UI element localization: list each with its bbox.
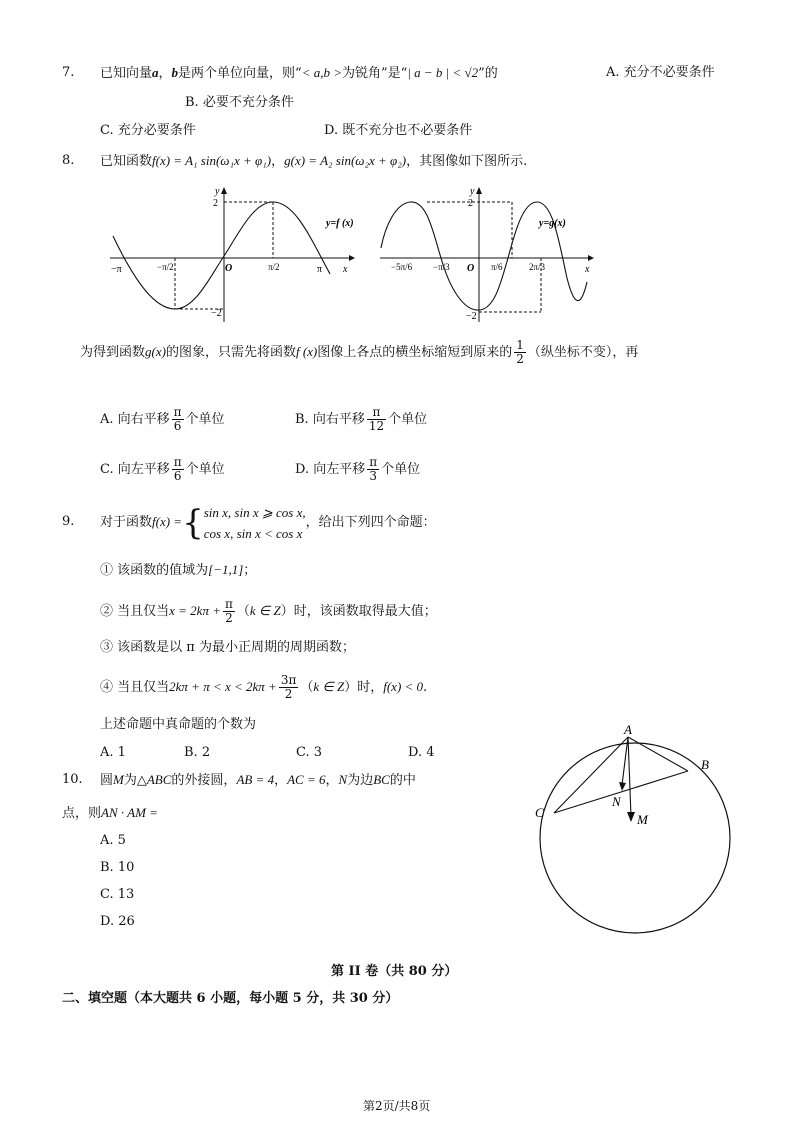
q8-line2-d: （纵坐标不变），再	[527, 345, 639, 360]
q8-optc-num: π	[173, 455, 182, 469]
point-b-label: B	[701, 757, 709, 772]
q10-stem-d: 为边	[347, 773, 374, 788]
q9-prop1	[100, 561, 256, 580]
q8-gdef: g(x) = A₂ sin(ω₂x + φ₂)	[284, 153, 407, 168]
q9-p2-c: （	[236, 604, 250, 619]
q8-optc-post: 个单位	[185, 462, 225, 477]
q7-sep: ，	[158, 66, 172, 81]
q8-optd-den: 3	[369, 469, 377, 483]
q8-opta-post: 个单位	[185, 412, 225, 427]
q8-number: 8.	[62, 153, 75, 168]
q8-stem-a: 已知函数	[100, 154, 153, 169]
circle-figure	[525, 720, 740, 960]
graph-g	[375, 182, 600, 332]
q8-optb-post: 个单位	[388, 412, 428, 427]
vector-a: a	[152, 65, 159, 80]
q8-optc-pre: C. 向左平移	[100, 462, 170, 477]
part2-heading: 二、填空题（本大题共 6 小题，每小题 5 分，共 30 分）	[62, 991, 399, 1006]
graph-g-tick-neg-5pi6: −5π/6	[391, 262, 413, 272]
q10-number: 10.	[62, 772, 83, 787]
q8-opta-pre: A. 向右平移	[100, 412, 170, 427]
q9-fx: f(x) =	[152, 514, 183, 529]
graph-g-y-max: 2	[468, 198, 473, 209]
q10-stem-a: 圆	[100, 773, 114, 788]
half-den: 2	[516, 352, 524, 366]
graph-g-x-arrow	[588, 255, 594, 261]
q8-optb-num: π	[367, 406, 386, 420]
section-title: 第 II 卷（共 80 分）	[331, 964, 458, 979]
q9-case2: cos x, sin x < cos x	[203, 525, 303, 541]
point-c-label: C	[535, 805, 544, 820]
graph-g-x-letter: x	[585, 264, 590, 275]
point-a-label: A	[624, 722, 632, 737]
q9-stem-b: ，给出下列四个命题：	[305, 515, 436, 530]
graph-f-tick-pi: π	[317, 264, 323, 275]
q10-option-c: C. 13	[100, 887, 135, 902]
point-n-label: N	[612, 794, 621, 809]
graph-g-y-min: −2	[466, 311, 477, 322]
q7-option-c: C. 充分必要条件	[100, 123, 196, 138]
point-m-label: M	[637, 812, 648, 827]
q8-line2-a: 为得到函数	[80, 345, 146, 360]
q8-optd-pre: D. 向左平移	[295, 462, 366, 477]
q8-optd-num: π	[369, 455, 378, 469]
q9-cases	[204, 502, 306, 544]
q9-brace: {	[182, 502, 204, 543]
graph-g-label: y=g(x)	[539, 218, 566, 229]
vector-b: b	[171, 65, 179, 80]
q10-stem-b: 为△	[123, 773, 147, 788]
q9-p2-e: ）时，该函数取得最大值；	[280, 604, 437, 619]
q10-option-d: D. 26	[100, 914, 135, 929]
q9-case1: sin x, sin x ⩾ cos x,	[203, 504, 306, 520]
q8-optd-post: 个单位	[381, 462, 421, 477]
q9-prop4	[100, 672, 427, 703]
graph-f-y-max: 2	[213, 198, 218, 209]
q10-n: N	[338, 772, 348, 787]
q8-line2	[80, 337, 638, 368]
q8-comma: ，	[271, 154, 285, 169]
q10-option-a: A. 5	[100, 833, 126, 848]
q10-stem-c: 的外接圆，	[171, 773, 237, 788]
q10-comma1: ，	[274, 773, 288, 788]
q9-p2-b: x = 2kπ +	[169, 603, 221, 618]
q9-summary: 上述命题中真命题的个数为	[100, 717, 257, 732]
fraction-half	[514, 339, 526, 366]
q8-fdef: f(x) = A₁ sin(ω₁x + φ₁)	[152, 153, 272, 168]
q9-p4-f: f(x) < 0	[383, 679, 424, 694]
q9-p4-d: k ∈ Z	[313, 679, 345, 694]
graph-f-y-letter: y	[215, 186, 220, 197]
graph-f-tick-half-pi: π/2	[268, 262, 280, 272]
graph-f-tick-neg-pi: −π	[111, 264, 122, 275]
q9-option-d: D. 4	[408, 745, 435, 760]
q7-stem-b: 是两个单位向量，则“	[178, 66, 302, 81]
q8-optc-frac	[172, 456, 184, 483]
q9-stem-a: 对于函数	[100, 515, 153, 530]
q8-optb-den: 12	[368, 419, 385, 433]
graph-f	[105, 182, 360, 332]
graph-f-label: y=f (x)	[326, 218, 354, 229]
q9-p4-g: .	[423, 680, 428, 695]
q9-prop2	[100, 596, 437, 627]
graph-g-tick-neg-pi3: −π/3	[433, 262, 450, 272]
q9-p4-a: ④ 当且仅当	[100, 680, 170, 695]
q9-p1-b: [−1,1]	[208, 562, 244, 577]
q9-p2-num: π	[225, 597, 233, 611]
graph-f-curve	[113, 202, 330, 309]
graph-f-x-arrow	[349, 255, 355, 261]
vector-am-arrow	[627, 812, 635, 822]
graph-f-y-arrow	[221, 187, 227, 194]
graph-g-y-letter: y	[470, 186, 475, 197]
q8-stem-b: ，其图像如下图所示.	[406, 154, 528, 169]
q8-option-b	[295, 405, 427, 435]
q8-opta-num: π	[173, 405, 182, 419]
q9-p4-c: （	[300, 680, 314, 695]
graph-g-tick-pi6: π/6	[491, 262, 503, 272]
q9-option-a: A. 1	[100, 745, 126, 760]
q10-line2-a: 点，则	[62, 806, 102, 821]
q7-stem	[100, 64, 498, 83]
q9-p2-a: ② 当且仅当	[100, 604, 170, 619]
q9-number: 9.	[62, 514, 75, 529]
q10-stem	[100, 771, 416, 790]
q7-stem-c: 为锐角”是“	[341, 66, 408, 81]
graph-g-origin: O	[467, 263, 475, 274]
q9-p1-a: ① 该函数的值域为	[100, 563, 209, 578]
graph-f-tick-neg-half-pi: −π/2	[157, 262, 174, 272]
q9-stem	[100, 500, 436, 545]
q9-p4-den: 2	[284, 687, 293, 701]
q10-stem-e: 的中	[389, 773, 416, 788]
q8-optd-frac	[367, 456, 379, 483]
q10-ac: AC = 6	[287, 772, 326, 787]
q10-abc: ABC	[146, 772, 172, 787]
q8-option-d	[295, 455, 420, 485]
q10-comma2: ，	[325, 773, 339, 788]
q10-m: M	[113, 772, 124, 787]
q7-number: 7.	[62, 65, 75, 80]
q7-option-a: A. 充分不必要条件	[606, 65, 715, 80]
q7-abs: | a − b | < √2	[407, 65, 479, 80]
q7-stem-a: 已知向量	[100, 66, 153, 81]
q7-stem-d: ”的	[478, 66, 498, 81]
half-num: 1	[516, 338, 524, 352]
q9-p2-frac	[223, 598, 235, 625]
graph-g-y-arrow	[476, 187, 482, 194]
page-footer: 第2页/共8页	[363, 1099, 431, 1113]
q9-p4-num: 3π	[280, 673, 297, 687]
q9-option-b: B. 2	[184, 745, 211, 760]
q10-line2	[62, 804, 158, 823]
q9-p1-c: ；	[243, 563, 257, 578]
q8-gx: g(x)	[145, 344, 166, 359]
graph-g-tick-2pi3: 2π/3	[529, 262, 546, 272]
q10-option-b: B. 10	[100, 860, 135, 875]
vector-am	[628, 737, 631, 816]
q8-line2-c: 图像上各点的横坐标缩短到原来的	[317, 345, 513, 360]
graph-f-origin: O	[225, 263, 233, 274]
q9-p4-b: 2kπ + π < x < 2kπ +	[169, 679, 277, 694]
q7-option-b: B. 必要不充分条件	[185, 95, 294, 110]
q9-p4-frac	[279, 674, 299, 701]
graph-f-y-min: −2	[211, 308, 222, 319]
q7-option-d: D. 既不充分也不必要条件	[324, 123, 473, 138]
q9-p4-e: ）时，	[344, 680, 384, 695]
q9-option-c: C. 3	[296, 745, 323, 760]
q8-stem	[100, 152, 527, 171]
q10-bc: BC	[373, 772, 390, 787]
q8-option-c	[100, 455, 225, 485]
q8-optc-den: 6	[173, 469, 182, 483]
q8-optb-frac	[367, 406, 386, 433]
q7-angle: < a,b >	[301, 65, 342, 80]
q9-p2-d: k ∈ Z	[249, 603, 281, 618]
q9-prop3: ③ 该函数是以 π 为最小正周期的周期函数；	[100, 640, 355, 655]
q10-dot-product: AN · AM =	[101, 805, 158, 820]
q8-fx: f (x)	[295, 344, 318, 359]
graph-f-x-letter: x	[343, 264, 348, 275]
q9-p2-den: 2	[225, 611, 233, 625]
q8-optb-pre: B. 向右平移	[295, 412, 365, 427]
vector-an-arrow	[619, 782, 626, 791]
q8-opta-den: 6	[173, 419, 182, 433]
q8-opta-frac	[172, 406, 184, 433]
q8-option-a	[100, 405, 225, 435]
q8-line2-b: 的图象，只需先将函数	[165, 345, 296, 360]
q10-ab: AB = 4	[236, 772, 275, 787]
